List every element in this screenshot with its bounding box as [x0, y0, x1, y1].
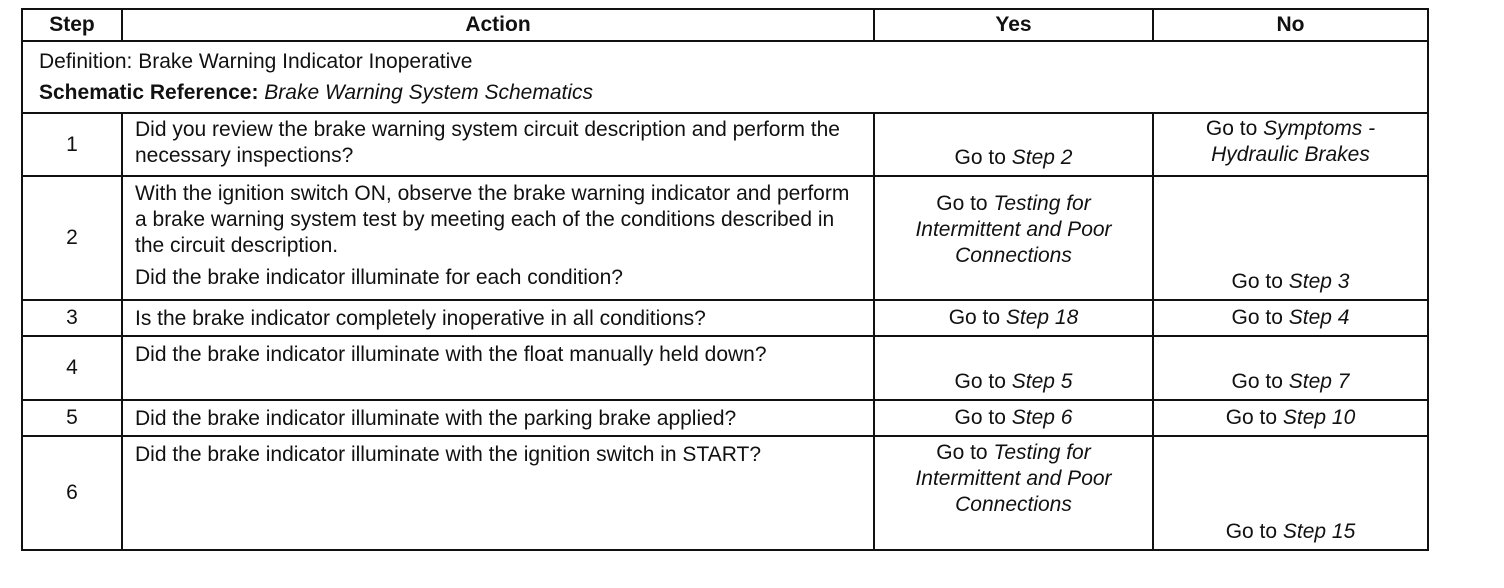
action-question: Did the brake indicator illuminate with the parking brake applied? [135, 406, 737, 430]
yes-prefix: Go to [948, 306, 1006, 329]
no-instruction[interactable] [1154, 369, 1427, 395]
header-row [22, 9, 1428, 41]
action-text [122, 300, 874, 336]
no-instruction[interactable] [1154, 519, 1427, 545]
no-link[interactable]: Step 4 [1288, 306, 1350, 329]
action-text [122, 436, 874, 550]
header-action: Action [122, 9, 874, 41]
diagnostic-table [21, 8, 1429, 551]
no-link[interactable]: Step 10 [1282, 406, 1356, 429]
schematic-reference-label: Schematic Reference: [39, 81, 259, 104]
table-row [22, 336, 1428, 400]
yes-link[interactable]: Step 18 [1005, 306, 1079, 329]
no-instruction[interactable] [1154, 269, 1427, 295]
yes-instruction[interactable] [875, 177, 1152, 269]
yes-instruction[interactable] [875, 145, 1152, 171]
action-question: Did the brake indicator illuminate with the ignition switch in START? [135, 443, 762, 466]
yes-prefix: Go to [954, 146, 1012, 169]
yes-cell [874, 336, 1153, 400]
no-link[interactable]: Step 7 [1288, 370, 1350, 393]
yes-link[interactable]: Step 6 [1011, 406, 1073, 429]
yes-cell [874, 176, 1153, 300]
yes-link[interactable]: Testing for Intermittent and Poor Connections [915, 192, 1112, 267]
no-link[interactable]: Symptoms - Hydraulic Brakes [1211, 117, 1376, 166]
yes-link[interactable]: Step 5 [1011, 370, 1073, 393]
step-number: 6 [22, 436, 122, 550]
yes-cell [874, 436, 1153, 550]
step-number: 5 [22, 400, 122, 436]
yes-cell [874, 400, 1153, 436]
step-number: 4 [22, 336, 122, 400]
table-row [22, 300, 1428, 336]
no-cell [1153, 113, 1428, 176]
step-number: 2 [22, 176, 122, 300]
schematic-reference-link[interactable]: Brake Warning System Schematics [258, 81, 594, 104]
yes-prefix: Go to [954, 370, 1012, 393]
yes-link[interactable]: Step 2 [1011, 146, 1073, 169]
no-cell [1153, 436, 1428, 550]
no-prefix: Go to [1225, 520, 1283, 543]
action-question: Did the brake indicator illuminate with the float manually held down? [135, 343, 767, 366]
no-cell [1153, 176, 1428, 300]
table-row [22, 400, 1428, 436]
no-cell [1153, 336, 1428, 400]
no-instruction[interactable] [1154, 114, 1427, 168]
definition-cell [22, 41, 1428, 113]
no-link[interactable]: Step 15 [1282, 520, 1356, 543]
no-prefix: Go to [1231, 370, 1289, 393]
no-cell [1153, 400, 1428, 436]
yes-instruction[interactable] [875, 437, 1152, 518]
yes-prefix: Go to [936, 441, 994, 464]
table-row [22, 436, 1428, 550]
action-text [122, 176, 874, 300]
action-text [122, 113, 874, 176]
header-no: No [1153, 9, 1428, 41]
no-prefix: Go to [1231, 270, 1289, 293]
no-instruction[interactable] [1154, 305, 1427, 331]
step-number: 3 [22, 300, 122, 336]
no-prefix: Go to [1205, 117, 1264, 140]
yes-instruction[interactable] [875, 405, 1152, 431]
header-step: Step [22, 9, 122, 41]
no-link[interactable]: Step 3 [1288, 270, 1350, 293]
yes-cell [874, 300, 1153, 336]
no-prefix: Go to [1225, 406, 1283, 429]
definition-text: Definition: Brake Warning Indicator Inoperative [39, 50, 473, 73]
table-row [22, 176, 1428, 300]
no-cell [1153, 300, 1428, 336]
action-question: Did the brake indicator illuminate for each condition? [135, 266, 623, 289]
action-question: Did you review the brake warning system circuit description and perform the necessary inspections? [135, 118, 840, 167]
yes-instruction[interactable] [875, 305, 1152, 331]
action-text [122, 400, 874, 436]
yes-prefix: Go to [936, 192, 994, 215]
action-text [122, 336, 874, 400]
yes-cell [874, 113, 1153, 176]
no-instruction[interactable] [1154, 405, 1427, 431]
yes-prefix: Go to [954, 406, 1012, 429]
schematic-reference [39, 77, 1413, 108]
action-question: Is the brake indicator completely inoperative in all conditions? [135, 306, 706, 330]
table-row [22, 113, 1428, 176]
action-instruction: With the ignition switch ON, observe the brake warning indicator and perform a brake warning system test by meeting each of the conditions described in the circuit description. [135, 182, 850, 257]
definition-row [22, 41, 1428, 113]
step-number: 1 [22, 113, 122, 176]
header-yes: Yes [874, 9, 1153, 41]
no-prefix: Go to [1231, 306, 1289, 329]
yes-instruction[interactable] [875, 369, 1152, 395]
yes-link[interactable]: Testing for Intermittent and Poor Connections [915, 441, 1112, 516]
